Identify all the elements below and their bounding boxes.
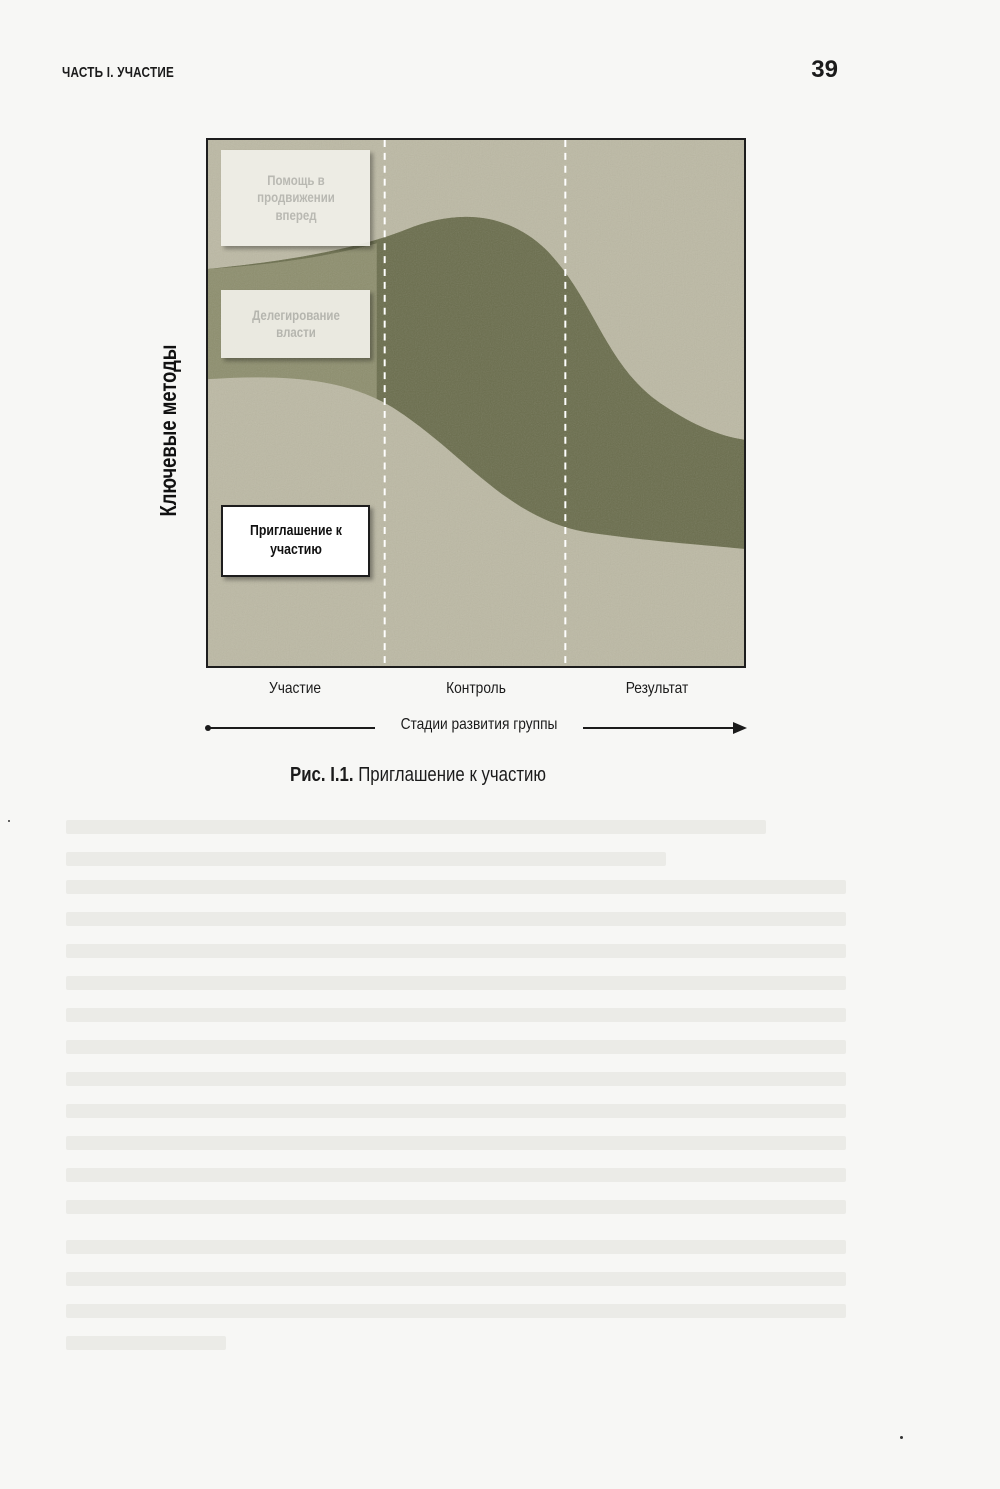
stage-label-result: Результат [625, 680, 689, 697]
print-speck [900, 1436, 903, 1439]
stage-label-control: Контроль [446, 680, 506, 697]
method-box-delegation [221, 290, 370, 358]
method-label-participation: Приглашение к участию [249, 522, 342, 558]
method-label-forward-progress: Помощь в продвижении вперед [256, 171, 335, 223]
method-label-delegation: Делегирование власти [251, 306, 340, 340]
x-axis-arrow [205, 714, 750, 740]
running-head: ЧАСТЬ I. УЧАСТИЕ [62, 64, 175, 81]
method-box-forward-progress [221, 150, 370, 246]
figure-caption [290, 764, 546, 787]
y-axis-label: Ключевые методы [154, 344, 181, 516]
x-axis-label: Стадии развития группы [400, 716, 558, 733]
caption-number: Рис. I.1. [290, 764, 354, 786]
method-box-participation [221, 505, 370, 577]
arrow-line-left [207, 727, 375, 729]
print-speck [8, 820, 10, 822]
page-number: 39 [811, 56, 838, 83]
arrow-head-icon [733, 722, 747, 734]
stage-label-participation: Участие [268, 680, 322, 697]
arrow-line-right [583, 727, 735, 729]
caption-text: Приглашение к участию [358, 764, 547, 786]
